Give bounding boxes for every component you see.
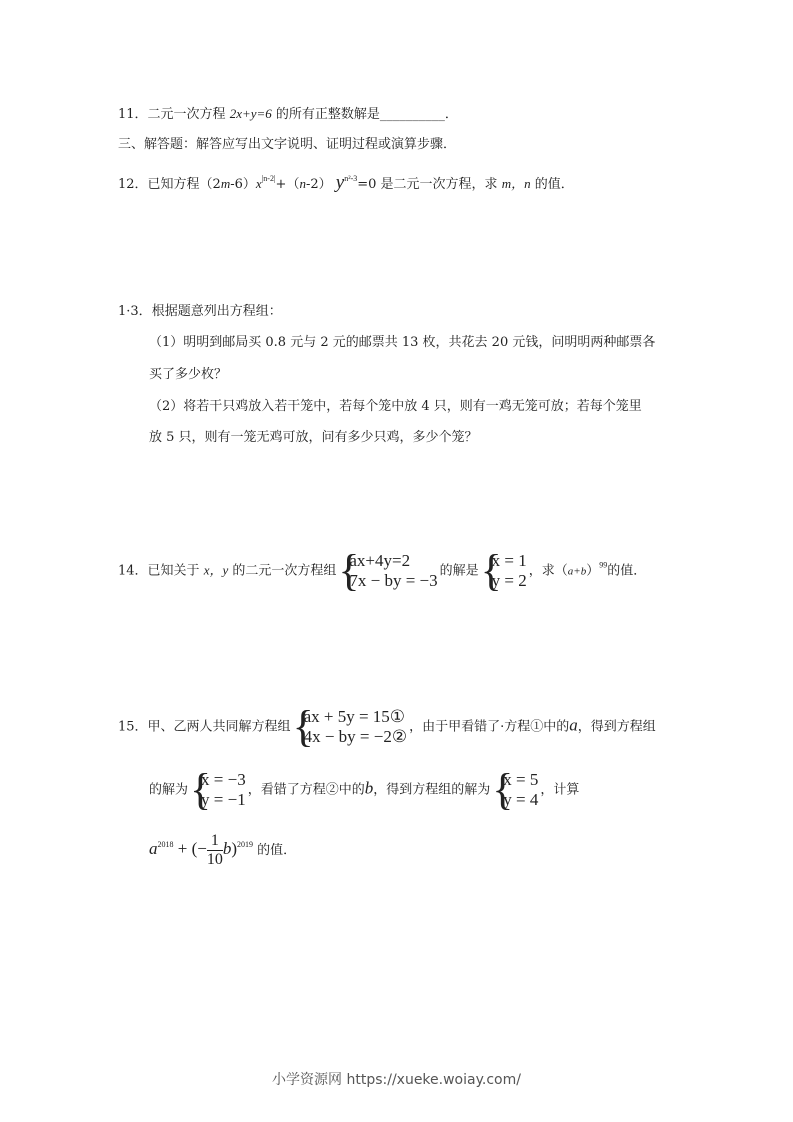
exponent: n²-3 — [344, 174, 358, 183]
brace-icon: { — [292, 702, 314, 751]
question-number: 11． — [118, 107, 148, 122]
brace-icon: { — [480, 546, 502, 595]
question-12: 12．已知方程$(2m-6)x^{|n-2|}+(n-2)$ $y^{n^2-3}=0$ 是二元一次方程，求 m，n 的值． — [118, 172, 574, 193]
exponent: 99 — [599, 560, 608, 570]
brace-icon: { — [190, 765, 212, 814]
fraction: $\frac{1}{10}$ — [206, 832, 223, 868]
question-13: 1·3．根据题意列出方程组： — [118, 304, 282, 319]
question-15: 15．甲、乙两人共同解方程组 { ax + 5y = 15① 4x − by = −2② ，由于甲看错了·方程①中的a，得到方程组 — [118, 702, 656, 751]
question-number: 12． — [118, 177, 148, 192]
q15-line3: $a^{2018}$ + (− $\frac{1}{10}$ b)$^{2019}$ 的值． — [149, 832, 297, 868]
equation-system: { ax + 5y = 15① 4x − by = −2② — [292, 702, 408, 751]
equation-system: { ax+4y=2 7x − by = −3 — [338, 546, 438, 595]
solution-system-1: { x = −3 y = −1 — [190, 765, 246, 814]
section-heading: 三、解答题：解答应写出文字说明、证明过程或演算步骤． — [118, 137, 457, 152]
exponent: |n-2| — [261, 174, 276, 183]
question-11: 11．二元一次方程 2x+y=6 的所有正整数解是__________． — [118, 106, 458, 122]
q13-part2-line2: 放 5 只，则有一笼无鸡可放，问有多少只鸡，多少个笼？ — [149, 430, 478, 445]
q13-part2-line1: （2）将若干只鸡放入若干笼中，若每个笼中放 4 只，则有一鸡无笼可放；若每个笼里 — [149, 399, 642, 414]
question-number: 1·3． — [118, 304, 152, 319]
q13-part1-line2: 买了多少枚？ — [149, 367, 228, 382]
brace-icon: { — [492, 765, 514, 814]
q13-part1-line1: （1）明明到邮局买 0.8 元与 2 元的邮票共 13 枚，共花去 20 元钱，问明明两种邮票各 — [149, 335, 656, 350]
question-number: 15． — [118, 719, 148, 735]
question-14: 14．已知关于 x，y 的二元一次方程组 { ax+4y=2 7x − by = −3 的解是 { x = 1 y = 2 ，求$(a+b)^{99}$的值． — [118, 546, 647, 595]
footer-watermark: 小学资源网 https://xueke.woiay.com/ — [272, 1072, 521, 1088]
question-number: 14． — [118, 563, 148, 579]
solution-system: { x = 1 y = 2 — [480, 546, 527, 595]
solution-system-2: { x = 5 y = 4 — [492, 765, 539, 814]
answer-blank: __________ — [379, 107, 445, 122]
equation: 2x+y=6 — [229, 106, 272, 121]
brace-icon: { — [338, 546, 360, 595]
q15-line2: 的解为 { x = −3 y = −1 ，看错了方程②中的b，得到方程组的解为 { x = 5 y = 4 ，计算 — [149, 765, 580, 814]
